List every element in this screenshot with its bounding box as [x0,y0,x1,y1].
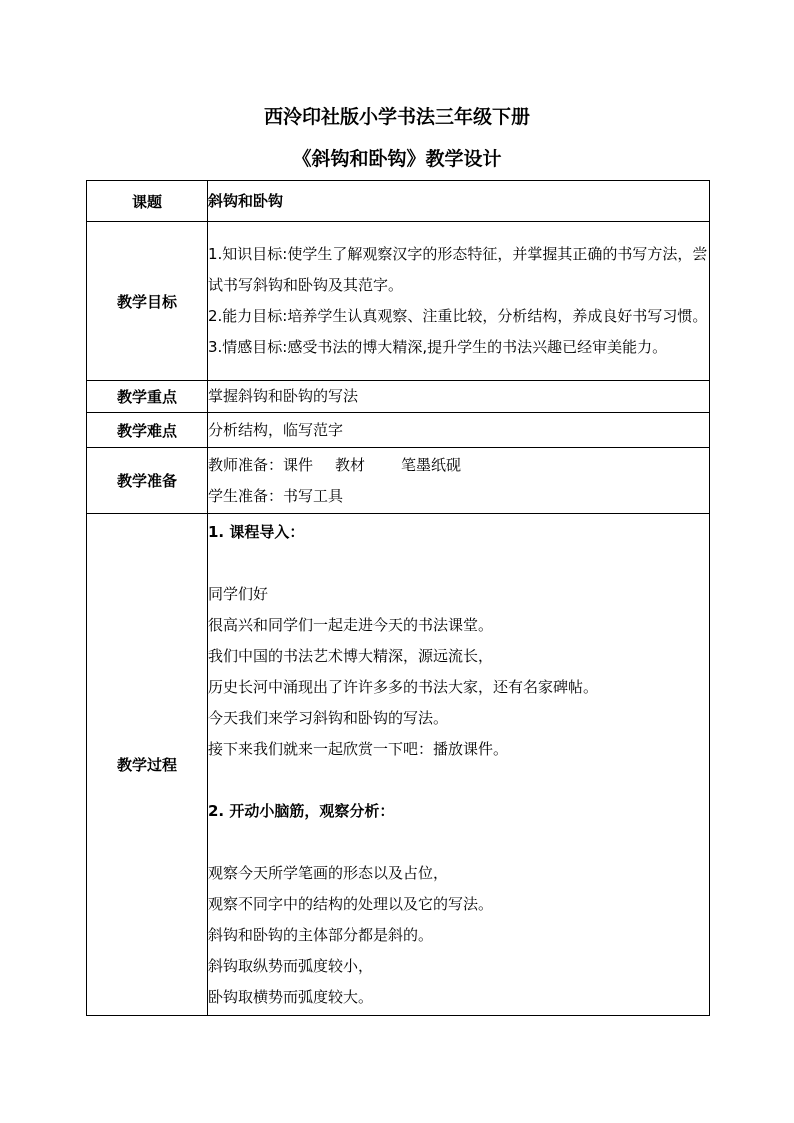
difficulties-value: 分析结构，临写范字 [208,413,710,448]
preparation-content [208,448,710,514]
list-item: 很高兴和同学们一起走进今天的书法课堂。 [208,615,494,634]
topic-value: 斜钩和卧钩 [208,181,710,222]
table-row-objectives [87,222,710,381]
table-row-key-points [87,381,710,413]
list-item: 我们中国的书法艺术博大精深，源远流长， [208,646,494,665]
objectives-content [208,222,710,381]
objectives-label: 教学目标 [87,222,208,381]
list-item: 接下来我们就来一起欣赏一下吧：播放课件。 [208,739,509,758]
preparation-label: 教学准备 [87,448,208,514]
process-label: 教学过程 [87,514,208,1016]
table-row-preparation [87,448,710,514]
table-row-topic [87,181,710,222]
list-item: 同学们好 [208,584,269,603]
key-points-label: 教学重点 [87,381,208,413]
document-title: 西泠印社版小学书法三年级下册 [263,106,530,128]
section-heading-observe: 2. 开动小脑筋，观察分析： [208,801,395,820]
list-item: 今天我们来学习斜钩和卧钩的写法。 [208,708,449,727]
teacher-preparation [208,450,709,481]
section-heading-intro: 1. 课程导入： [208,522,305,541]
objective-knowledge: 1.知识目标:使学生了解观察汉字的形态特征，并掌握其正确的书写方法，尝试书写斜钩和卧钩及其范字。 [208,245,708,294]
teacher-prep-item-brush: 笔墨纸砚 [401,455,462,474]
student-preparation: 学生准备：书写工具 [208,486,344,505]
list-item: 观察今天所学笔画的形态以及占位， [208,863,449,882]
table-row-difficulties [87,413,710,448]
list-item: 卧钩取横势而弧度较大。 [208,987,374,1006]
process-content [208,514,710,1016]
difficulties-label: 教学难点 [87,413,208,448]
list-item: 斜钩取纵势而弧度较小， [208,956,374,975]
topic-label: 课题 [87,181,208,222]
teacher-prep-item-textbook: 教材 [335,455,366,474]
lesson-plan-table [86,180,710,1016]
list-item: 观察不同字中的结构的处理以及它的写法。 [208,894,494,913]
table-row-process [87,514,710,1016]
teacher-prep-text: 教师准备：课件 [208,455,314,474]
key-points-value: 掌握斜钩和卧钩的写法 [208,381,710,413]
list-item: 斜钩和卧钩的主体部分都是斜的。 [208,925,434,944]
document-subtitle: 《斜钩和卧钩》教学设计 [292,148,502,170]
objective-ability: 2.能力目标:培养学生认真观察、注重比较，分析结构，养成良好书写习惯。 [208,307,708,325]
list-item: 历史长河中涌现出了许许多多的书法大家，还有名家碑帖。 [208,677,599,696]
objective-emotion: 3.情感目标:感受书法的博大精深,提升学生的书法兴趣已经审美能力。 [208,338,668,356]
